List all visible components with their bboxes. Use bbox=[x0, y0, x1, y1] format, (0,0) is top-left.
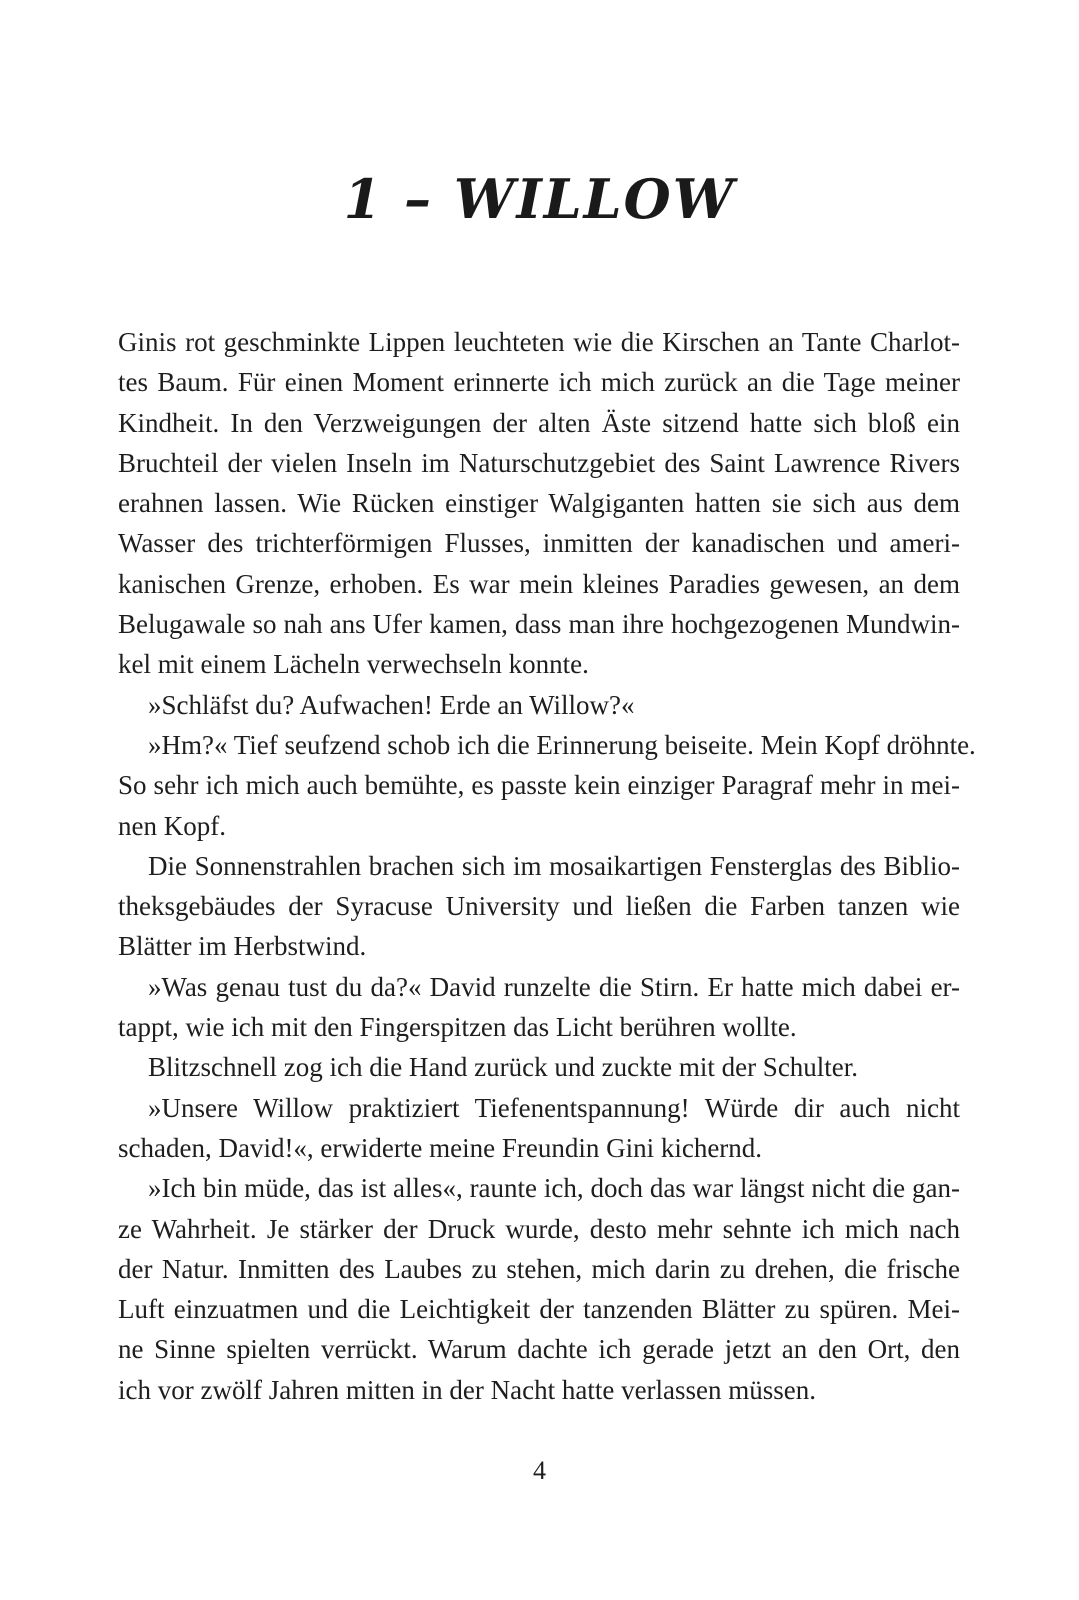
text-line: tappt, wie ich mit den Fingerspitzen das Licht berühren wollte. bbox=[118, 1012, 797, 1043]
text-line: schaden, David!«, erwiderte meine Freundin Gini kichernd. bbox=[118, 1132, 763, 1163]
text-line: »Ich bin müde, das ist alles«, raunte ich, doch das war längst nicht die gan- bbox=[148, 1173, 960, 1204]
text-line: Belugawale so nah ans Ufer kamen, dass man ihre hochgezogenen Mundwin- bbox=[118, 609, 960, 640]
text-line: So sehr ich mich auch bemühte, es passte kein einziger Paragraf mehr in mei- bbox=[118, 770, 960, 801]
text-line: kel mit einem Lächeln verwechseln konnte. bbox=[118, 649, 589, 680]
text-line: Luft einzuatmen und die Leichtigkeit der tanzenden Blätter zu spüren. Mei- bbox=[118, 1294, 960, 1325]
paragraph bbox=[118, 1088, 960, 1169]
text-line: erahnen lassen. Wie Rücken einstiger Walgiganten hatten sie sich aus dem bbox=[118, 488, 960, 519]
text-line: Die Sonnenstrahlen brachen sich im mosaikartigen Fensterglas des Biblio- bbox=[148, 850, 960, 881]
paragraph bbox=[118, 1047, 960, 1087]
text-line: nen Kopf. bbox=[118, 810, 226, 841]
text-line: Blitzschnell zog ich die Hand zurück und zuckte mit der Schulter. bbox=[148, 1052, 859, 1083]
paragraph bbox=[118, 1168, 960, 1410]
text-line: »Hm?« Tief seufzend schob ich die Erinnerung beiseite. Mein Kopf dröhnte. bbox=[148, 729, 976, 760]
text-line: Blätter im Herbstwind. bbox=[118, 931, 367, 962]
paragraph bbox=[118, 725, 976, 846]
paragraph bbox=[118, 685, 960, 725]
chapter-title: 1 – WILLOW bbox=[343, 167, 736, 232]
text-line: theksgebäudes der Syracuse University und ließen die Farben tanzen wie bbox=[118, 891, 960, 922]
text-line: »Was genau tust du da?« David runzelte die Stirn. Er hatte mich dabei er- bbox=[148, 971, 960, 1002]
paragraph bbox=[118, 846, 960, 967]
text-line: Kindheit. In den Verzweigungen der alten Äste sitzend hatte sich bloß ein bbox=[118, 407, 960, 438]
text-line: ich vor zwölf Jahren mitten in der Nacht hatte verlassen müssen. bbox=[118, 1374, 817, 1405]
body-text bbox=[118, 322, 976, 1410]
text-line: der Natur. Inmitten des Laubes zu stehen, mich darin zu drehen, die frische bbox=[118, 1253, 960, 1284]
text-line: ne Sinne spielten verrückt. Warum dachte ich gerade jetzt an den Ort, den bbox=[118, 1334, 960, 1365]
text-line: »Schläfst du? Aufwachen! Erde an Willow?« bbox=[148, 689, 635, 720]
text-line: Wasser des trichterförmigen Flusses, inmitten der kanadischen und ameri- bbox=[118, 528, 960, 559]
page-number: 4 bbox=[533, 1456, 546, 1485]
text-line: ze Wahrheit. Je stärker der Druck wurde, desto mehr sehnte ich mich nach bbox=[118, 1213, 960, 1244]
text-line: »Unsere Willow praktiziert Tiefenentspannung! Würde dir auch nicht bbox=[148, 1092, 960, 1123]
text-line: Ginis rot geschminkte Lippen leuchteten wie die Kirschen an Tante Charlot- bbox=[118, 327, 960, 357]
text-line: kanischen Grenze, erhoben. Es war mein kleines Paradies gewesen, an dem bbox=[118, 568, 960, 599]
text-line: tes Baum. Für einen Moment erinnerte ich mich zurück an die Tage meiner bbox=[118, 367, 960, 398]
text-line: Bruchteil der vielen Inseln im Naturschutzgebiet des Saint Lawrence Rivers bbox=[118, 447, 960, 478]
paragraph bbox=[118, 322, 960, 685]
paragraph bbox=[118, 967, 960, 1048]
